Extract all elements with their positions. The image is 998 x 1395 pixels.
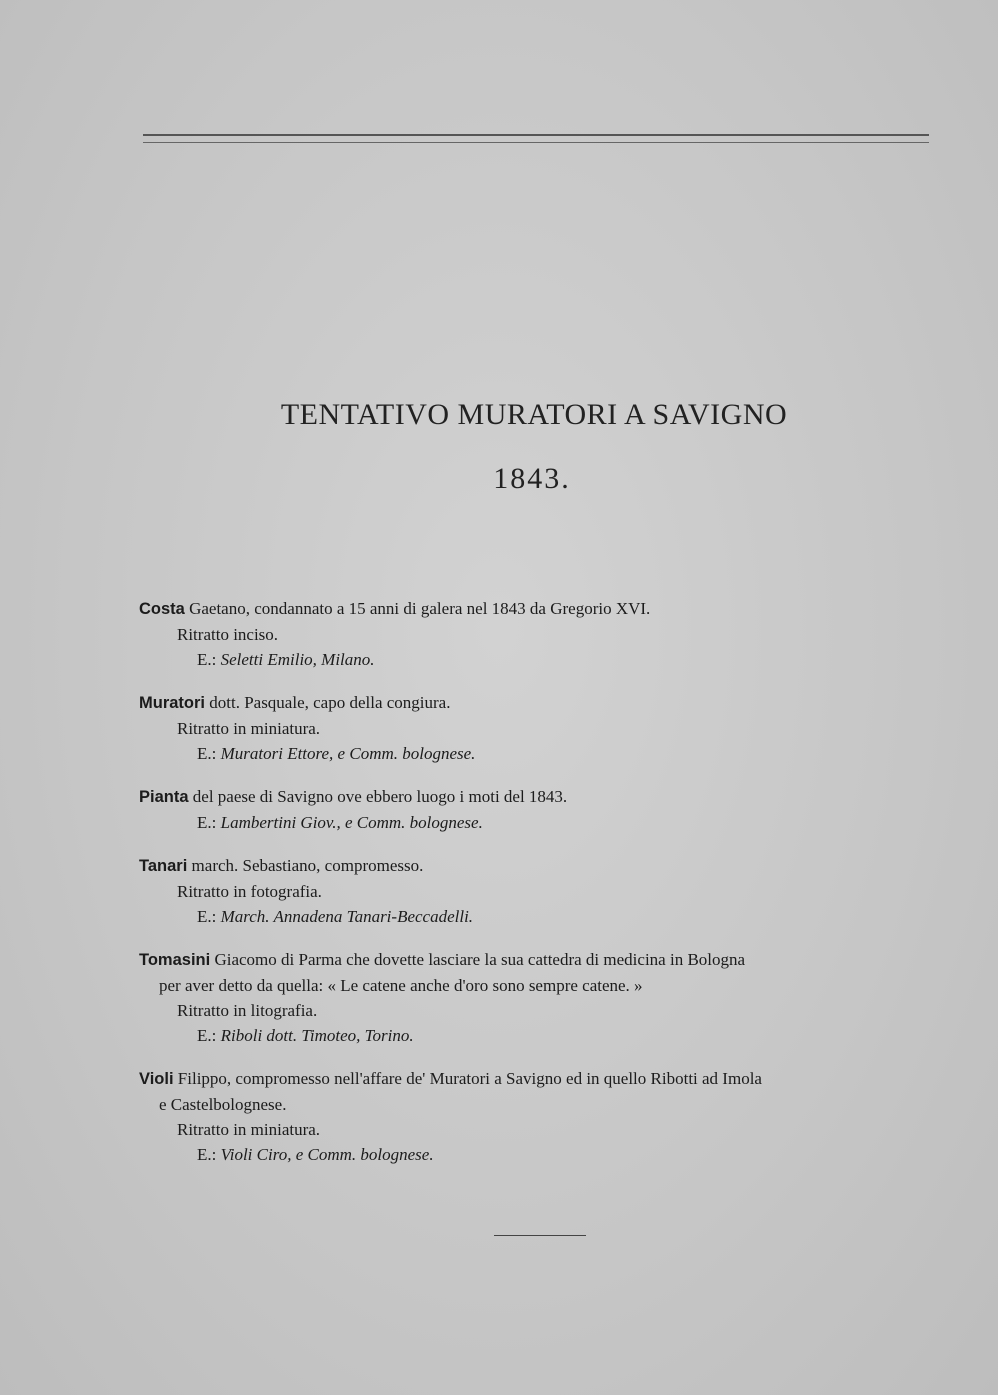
entry-editor: Lambertini Giov., e Comm. bolognese. bbox=[220, 813, 483, 832]
entry-editor: March. Annadena Tanari-Beccadelli. bbox=[220, 907, 474, 926]
entry-tomasini bbox=[139, 947, 939, 1048]
entry-tanari bbox=[139, 853, 939, 929]
entry-list bbox=[139, 596, 939, 1185]
entry-name: Tomasini bbox=[139, 951, 211, 969]
entry-name: Muratori bbox=[139, 694, 205, 712]
entry-ed-prefix: E.: bbox=[197, 907, 217, 926]
entry-text: del paese di Savigno ove ebbero luogo i moti del 1843. bbox=[192, 787, 568, 806]
entry-editor: Seletti Emilio, Milano. bbox=[220, 650, 375, 669]
entry-ed-prefix: E.: bbox=[197, 744, 217, 763]
entry-continuation: per aver detto da quella: « Le catene anche d'oro sono sempre catene. » bbox=[159, 976, 643, 995]
entry-violi bbox=[139, 1066, 939, 1167]
entry-ed-prefix: E.: bbox=[197, 813, 217, 832]
entry-item: Ritratto in miniatura. bbox=[177, 1120, 321, 1139]
entry-item: Ritratto in fotografia. bbox=[177, 882, 322, 901]
entry-editor: Riboli dott. Timoteo, Torino. bbox=[220, 1026, 414, 1045]
entry-text: march. Sebastiano, compromesso. bbox=[191, 856, 424, 875]
page-year: 1843. bbox=[493, 462, 571, 495]
entry-editor: Muratori Ettore, e Comm. bolognese. bbox=[220, 744, 476, 763]
entry-continuation: e Castelbolognese. bbox=[159, 1095, 287, 1114]
entry-name: Tanari bbox=[139, 857, 188, 875]
entry-ed-prefix: E.: bbox=[197, 1026, 217, 1045]
entry-item: Ritratto in litografia. bbox=[177, 1001, 318, 1020]
entry-text: Giacomo di Parma che dovette lasciare la sua cattedra di medicina in Bologna bbox=[214, 950, 746, 969]
entry-item: Ritratto in miniatura. bbox=[177, 719, 321, 738]
entry-muratori bbox=[139, 690, 939, 766]
bottom-short-rule bbox=[494, 1235, 586, 1236]
entry-name: Costa bbox=[139, 600, 185, 618]
entry-ed-prefix: E.: bbox=[197, 650, 217, 669]
entry-costa bbox=[139, 596, 939, 672]
entry-name: Pianta bbox=[139, 788, 189, 806]
entry-text: Gaetano, condannato a 15 anni di galera nel 1843 da Gregorio XVI. bbox=[189, 599, 651, 618]
entry-text: dott. Pasquale, capo della congiura. bbox=[209, 693, 451, 712]
entry-item: Ritratto inciso. bbox=[177, 625, 279, 644]
entry-ed-prefix: E.: bbox=[197, 1145, 217, 1164]
top-double-rule bbox=[143, 134, 929, 143]
entry-text: Filippo, compromesso nell'affare de' Muratori a Savigno ed in quello Ribotti ad Imola bbox=[177, 1069, 762, 1088]
entry-name: Violi bbox=[139, 1070, 174, 1088]
entry-pianta bbox=[139, 784, 939, 835]
entry-editor: Violi Ciro, e Comm. bolognese. bbox=[220, 1145, 434, 1164]
page-title: TENTATIVO MURATORI A SAVIGNO bbox=[280, 398, 788, 431]
